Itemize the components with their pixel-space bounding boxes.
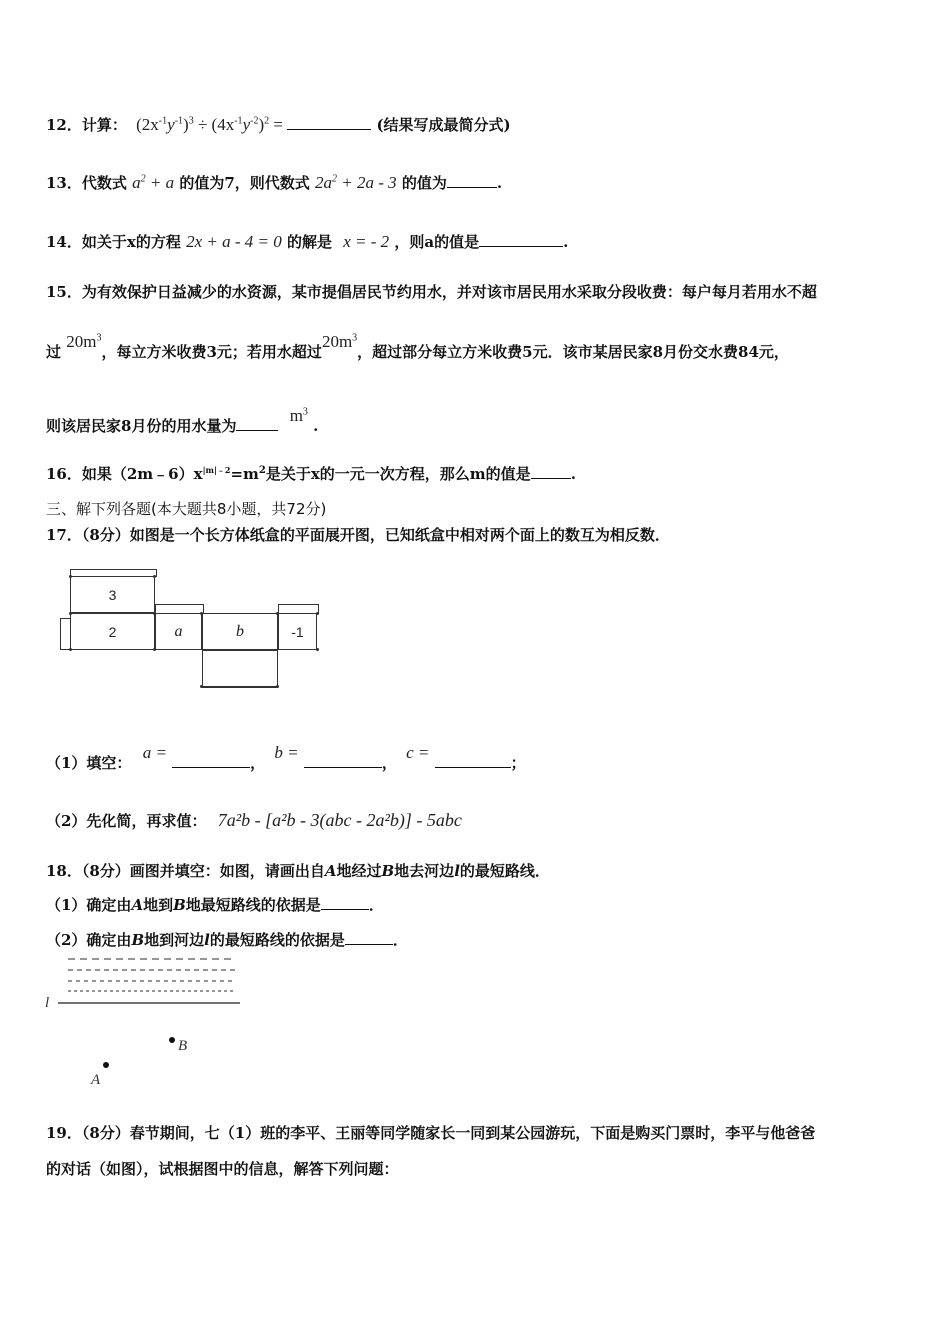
answer-blank-a[interactable] <box>172 766 250 768</box>
answer-blank[interactable] <box>236 429 278 431</box>
net-face-a: a <box>155 613 202 650</box>
answer-blank[interactable] <box>531 477 571 479</box>
math-expression: $2a^2 + 2a - 3$ <box>315 173 397 192</box>
unit-20m3: $20m^3$ <box>66 332 102 351</box>
label-B: B <box>178 1038 188 1054</box>
question-19-line-1: 19．（8分）春节期间，七（1）班的李平、王丽等同学随家长一同到某公园游玩，下面是购买门票时，李平与他爸爸 <box>46 1124 816 1142</box>
question-17-part-2: （2）先化简，再求值： 7a²b - [a²b - 3(abc - 2a²b)] - 5abc <box>46 810 462 830</box>
math-expression: x = - 2 <box>343 232 390 251</box>
question-16: 16．如果$(2m﹣6)x^{|m|﹣2}=m^2$是关于x的一元一次方程，那么m的值是 . <box>46 465 576 483</box>
point-B <box>169 1037 175 1043</box>
answer-blank[interactable] <box>345 943 393 945</box>
question-15-line-2: 过 $20m^3$，每立方米收费3元；若用水超过$20m^3$，超过部分每立方米收费5元．该市某居民家8月份交水费84元， <box>46 332 789 361</box>
point-A <box>103 1062 109 1068</box>
math-expression: 2x + a - 4 = 0 <box>186 232 282 251</box>
question-17-stem: 17．（8分）如图是一个长方体纸盒的平面展开图，已知纸盒中相对两个面上的数互为相反数． <box>46 526 670 544</box>
question-15-line-3: 则该居民家8月份的用水量为 $m^3$ . <box>46 406 319 435</box>
question-13: 13．代数式 $a^2 + a$ 的值为7，则代数式 $2a^2 + 2a - 3$ 的值为 . <box>46 173 503 192</box>
unit-20m3: $20m^3$ <box>321 332 358 351</box>
net-face-right: -1 <box>278 613 317 650</box>
net-face-top: 3 <box>70 576 155 613</box>
question-number: 12． <box>46 116 82 134</box>
answer-blank-c[interactable] <box>435 766 511 768</box>
question-12 <box>46 114 511 135</box>
river-diagram <box>40 955 290 1095</box>
math-expression: $a^2 + a$ <box>132 173 175 192</box>
question-18-part-2: （2）确定由B地到河边l的最短路线的依据是 ． <box>46 931 408 949</box>
section-heading: 三、解下列各题(本大题共8小题，共72分) <box>46 500 327 518</box>
question-17-part-1: （1）填空： a = ， b = ， c = ； <box>46 743 526 772</box>
net-face-left: 2 <box>70 613 155 650</box>
answer-blank[interactable] <box>287 128 371 130</box>
label-l: l <box>45 995 50 1011</box>
question-note: (结果写成最简分式) <box>376 116 511 134</box>
answer-blank[interactable] <box>447 186 497 188</box>
answer-blank[interactable] <box>479 245 563 247</box>
math-expression: 7a²b - [a²b - 3(abc - 2a²b)] - 5abc <box>217 810 462 830</box>
math-expression: $(2x^{-1}y^{-1})^3 \div (4x^{-1}y^{-2})^2$ = <box>136 115 283 134</box>
net-flap <box>60 618 71 650</box>
net-flap <box>155 604 204 614</box>
label-A: A <box>91 1072 101 1088</box>
net-flap <box>70 569 157 577</box>
net-face-c <box>202 650 278 687</box>
question-15-line-1: 15．为有效保护日益减少的水资源，某市提倡居民节约用水，并对该市居民用水采取分段收费：每户每月若用水不超 <box>46 283 817 301</box>
question-19-line-2: 的对话（如图），试根据图中的信息，解答下列问题： <box>46 1160 399 1178</box>
net-flap <box>278 604 319 614</box>
question-lead: 计算： <box>81 116 127 134</box>
question-18-part-1: （1）确定由A地到B地最短路线的依据是 ． <box>46 896 384 914</box>
answer-blank[interactable] <box>321 908 369 910</box>
question-18-stem: 18．（8分）画图并填空：如图，请画出自A地经过B地去河边l的最短路线． <box>46 862 550 880</box>
question-14: 14．如关于x的方程 2x + a - 4 = 0 的解是 x = - 2 ，则a的值是 . <box>46 232 569 251</box>
net-face-b: b <box>202 613 278 650</box>
unit-m3: $m^3$ <box>289 406 308 425</box>
net-edge <box>202 687 278 688</box>
answer-blank-b[interactable] <box>304 766 382 768</box>
